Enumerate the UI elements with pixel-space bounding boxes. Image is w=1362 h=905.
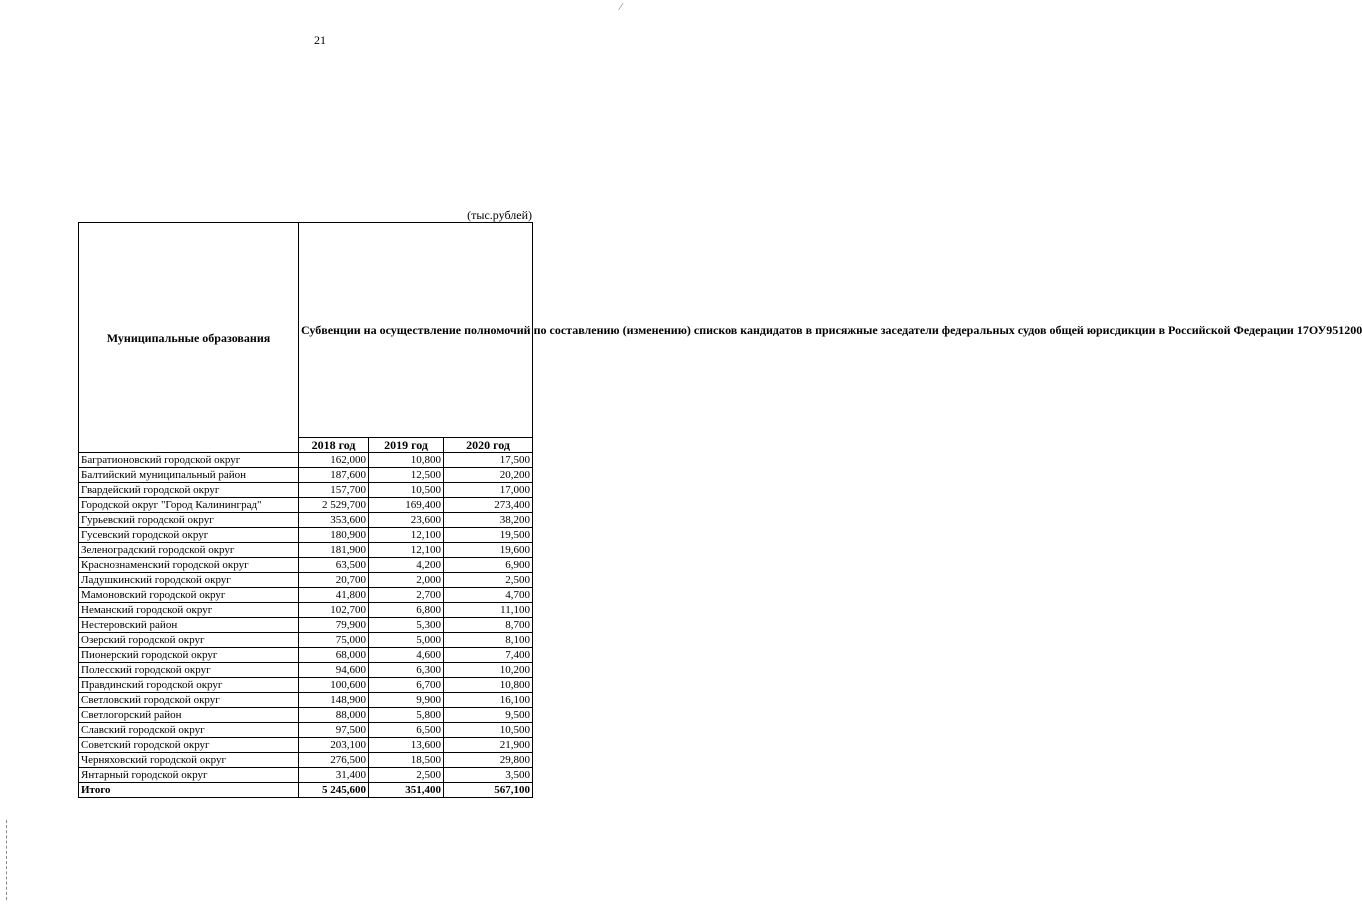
value-2020: 10,200: [444, 663, 533, 678]
value-2020: 10,800: [444, 678, 533, 693]
value-2019: 6,300: [369, 663, 444, 678]
table-row: [79, 723, 533, 738]
subsidies-table: [78, 222, 1362, 798]
municipality-name: Озерский городской округ: [79, 633, 299, 648]
total-value-2019: 351,400: [369, 783, 444, 798]
year-header-2019: 2019 год: [369, 438, 444, 453]
table-row: [79, 693, 533, 708]
value-2018: 88,000: [299, 708, 369, 723]
value-2018: 148,900: [299, 693, 369, 708]
table-row: [79, 513, 533, 528]
total-value-2020: 567,100: [444, 783, 533, 798]
value-2020: 6,900: [444, 558, 533, 573]
table-row: [79, 708, 533, 723]
table-row: [79, 528, 533, 543]
table-row: [79, 663, 533, 678]
value-2018: 94,600: [299, 663, 369, 678]
municipality-name: Неманский городской округ: [79, 603, 299, 618]
value-2019: 6,500: [369, 723, 444, 738]
total-value-2018: 5 245,600: [299, 783, 369, 798]
municipality-name: Нестеровский район: [79, 618, 299, 633]
value-2019: 2,000: [369, 573, 444, 588]
value-2018: 97,500: [299, 723, 369, 738]
municipality-name: Городской округ "Город Калининград": [79, 498, 299, 513]
municipality-name: Черняховский городской округ: [79, 753, 299, 768]
value-2018: 181,900: [299, 543, 369, 558]
value-2020: 38,200: [444, 513, 533, 528]
value-2018: 68,000: [299, 648, 369, 663]
table-row: [79, 753, 533, 768]
value-2019: 5,300: [369, 618, 444, 633]
value-2019: 12,100: [369, 543, 444, 558]
value-2019: 12,500: [369, 468, 444, 483]
value-2019: 18,500: [369, 753, 444, 768]
table-row: [79, 768, 533, 783]
year-header-2020: 2020 год: [444, 438, 533, 453]
table-row: [79, 453, 533, 468]
municipality-name: Балтийский муниципальный район: [79, 468, 299, 483]
value-2019: 169,400: [369, 498, 444, 513]
municipality-name: Пионерский городской округ: [79, 648, 299, 663]
value-2019: 5,800: [369, 708, 444, 723]
value-2018: 20,700: [299, 573, 369, 588]
municipality-name: Полесский городской округ: [79, 663, 299, 678]
value-2020: 29,800: [444, 753, 533, 768]
table-row: [79, 558, 533, 573]
scan-margin-marks: [6, 820, 11, 900]
value-2018: 353,600: [299, 513, 369, 528]
value-2018: 79,900: [299, 618, 369, 633]
value-2020: 7,400: [444, 648, 533, 663]
header-subsidy-title: Субвенции на осуществление полномочий по составлению (изменению) списков кандидатов в присяжные заседатели федеральных судов общей юрисдикции в Российской Федерации 17ОУ951200: [299, 223, 533, 438]
table-body: [79, 453, 533, 798]
municipality-name: Славский городской округ: [79, 723, 299, 738]
value-2018: 41,800: [299, 588, 369, 603]
value-2019: 9,900: [369, 693, 444, 708]
municipality-name: Янтарный городской округ: [79, 768, 299, 783]
total-row: [79, 783, 533, 798]
value-2018: 180,900: [299, 528, 369, 543]
value-2018: 203,100: [299, 738, 369, 753]
value-2020: 21,900: [444, 738, 533, 753]
value-2019: 10,800: [369, 453, 444, 468]
municipality-name: Ладушкинский городской округ: [79, 573, 299, 588]
value-2019: 12,100: [369, 528, 444, 543]
municipality-name: Светлогорский район: [79, 708, 299, 723]
municipality-name: Гурьевский городской округ: [79, 513, 299, 528]
value-2020: 3,500: [444, 768, 533, 783]
table-row: [79, 573, 533, 588]
value-2018: 102,700: [299, 603, 369, 618]
value-2019: 2,700: [369, 588, 444, 603]
value-2020: 11,100: [444, 603, 533, 618]
value-2018: 2 529,700: [299, 498, 369, 513]
value-2020: 2,500: [444, 573, 533, 588]
value-2020: 8,700: [444, 618, 533, 633]
value-2020: 19,600: [444, 543, 533, 558]
value-2018: 187,600: [299, 468, 369, 483]
value-2020: 273,400: [444, 498, 533, 513]
value-2020: 4,700: [444, 588, 533, 603]
year-header-2018: 2018 год: [299, 438, 369, 453]
value-2018: 276,500: [299, 753, 369, 768]
units-note: (тыс.рублей): [467, 208, 532, 222]
value-2020: 20,200: [444, 468, 533, 483]
table-row: [79, 543, 533, 558]
value-2019: 5,000: [369, 633, 444, 648]
value-2019: 6,700: [369, 678, 444, 693]
value-2020: 17,000: [444, 483, 533, 498]
value-2018: 63,500: [299, 558, 369, 573]
value-2020: 10,500: [444, 723, 533, 738]
value-2019: 2,500: [369, 768, 444, 783]
municipality-name: Зеленоградский городской округ: [79, 543, 299, 558]
page-number: 21: [314, 33, 326, 47]
value-2018: 157,700: [299, 483, 369, 498]
table-row: [79, 483, 533, 498]
value-2019: 10,500: [369, 483, 444, 498]
value-2019: 6,800: [369, 603, 444, 618]
value-2020: 17,500: [444, 453, 533, 468]
value-2019: 23,600: [369, 513, 444, 528]
table-row: [79, 498, 533, 513]
table-row: [79, 648, 533, 663]
value-2019: 4,200: [369, 558, 444, 573]
value-2018: 75,000: [299, 633, 369, 648]
table-row: [79, 618, 533, 633]
value-2019: 13,600: [369, 738, 444, 753]
value-2020: 16,100: [444, 693, 533, 708]
table-row: [79, 633, 533, 648]
table-row: [79, 678, 533, 693]
table-row: [79, 468, 533, 483]
municipality-name: Светловский городской округ: [79, 693, 299, 708]
value-2018: 31,400: [299, 768, 369, 783]
table-row: [79, 603, 533, 618]
value-2020: 9,500: [444, 708, 533, 723]
value-2020: 8,100: [444, 633, 533, 648]
value-2018: 162,000: [299, 453, 369, 468]
municipality-name: Гвардейский городской округ: [79, 483, 299, 498]
scan-corner-mark: ⁄: [620, 2, 622, 13]
municipality-name: Правдинский городской округ: [79, 678, 299, 693]
value-2020: 19,500: [444, 528, 533, 543]
total-label: Итого: [79, 783, 299, 798]
table-row: [79, 588, 533, 603]
table-row: [79, 738, 533, 753]
value-2019: 4,600: [369, 648, 444, 663]
municipality-name: Краснознаменский городской округ: [79, 558, 299, 573]
municipality-name: Гусевский городской округ: [79, 528, 299, 543]
municipality-name: Багратионовский городской округ: [79, 453, 299, 468]
header-municipalities: Муниципальные образования: [79, 223, 299, 453]
value-2018: 100,600: [299, 678, 369, 693]
municipality-name: Советский городской округ: [79, 738, 299, 753]
municipality-name: Мамоновский городской округ: [79, 588, 299, 603]
